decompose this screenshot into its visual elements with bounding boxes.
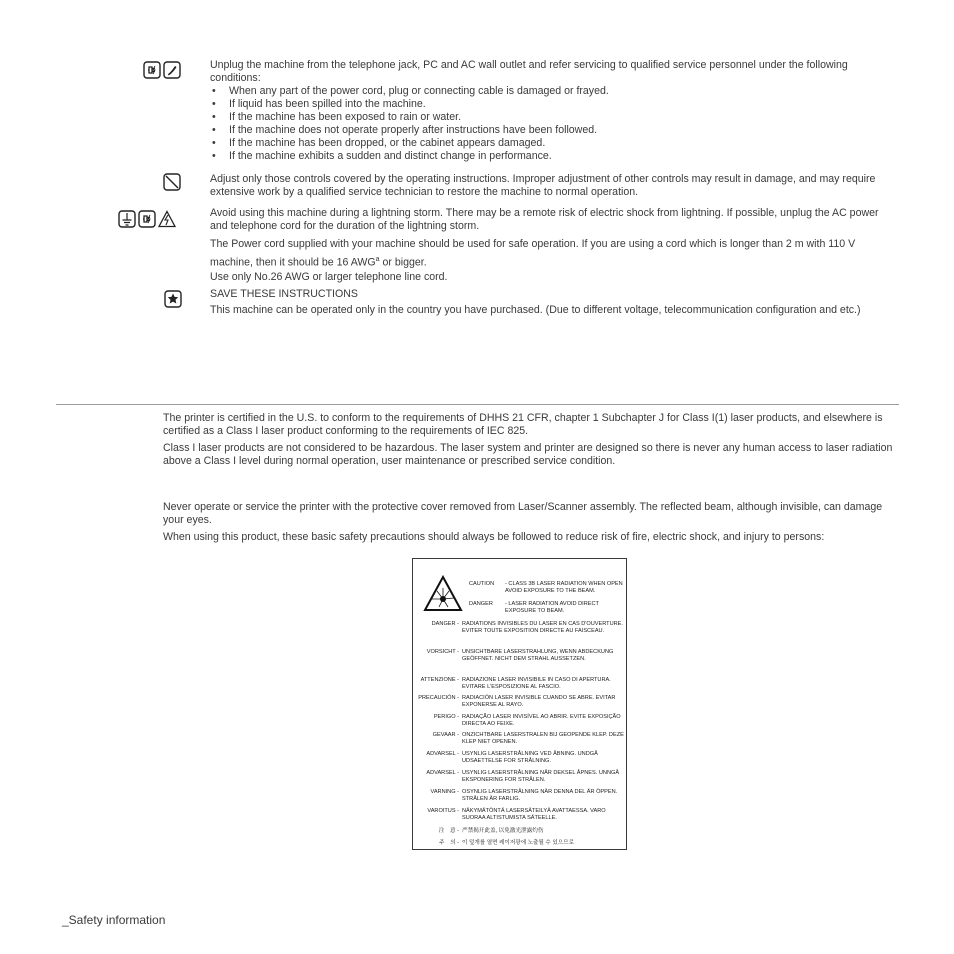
power-cord-footnote-mark: a (375, 256, 380, 263)
save-instructions-block (210, 288, 895, 317)
lightning-icon-group (118, 210, 176, 228)
laser-warning-text: Never operate or service the printer with the protective cover removed from Laser/Scanner assembly. The reflected beam, although invisible, can damage your eyes. (163, 501, 883, 526)
conditions-list (210, 85, 895, 163)
label-text: USYNLIG LASERSTRÅLNING NÅR DEKSEL ÅPNES. UNNGÅ EKSPONERING FOR STRÅLEN. (462, 770, 620, 783)
label-text: UNSICHTBARE LASERSTRAHLUNG, WENN ABDECKUNG GEÖFFNET. NICHT DEM STRAHL AUSSETZEN. (462, 649, 614, 662)
label-key: PERIGO - (433, 714, 459, 720)
list-item: • If the machine has been dropped, or the cabinet appears damaged. (210, 137, 895, 150)
telephone-icon (163, 61, 181, 79)
list-item: • If the machine does not operate properly after instructions have been followed. (210, 124, 895, 137)
label-text: - LASER RADIATION AVOID DIRECT EXPOSURE TO BEAM. (505, 601, 599, 614)
laser-class-text: Class I laser products are not considered to be hazardous. The laser system and printer are designed so there is never any human access to laser radiation above a Class I level during normal operation, user maintenance or prescribed service condition. (163, 442, 893, 467)
label-key: VARNING - (430, 789, 459, 795)
label-text: - CLASS 3B LASER RADIATION WHEN OPEN AVOID EXPOSURE TO THE BEAM. (505, 581, 623, 594)
label-key: DANGER - (431, 621, 459, 627)
safety-precautions-text: When using this product, these basic safety precautions should always be followed to reduce risk of fire, electric shock, and injury to persons: (163, 531, 825, 543)
power-cord-text-end: or bigger. (379, 256, 427, 269)
country-operation-text: This machine can be operated only in the country you have purchased. (Due to different voltage, telecommunication configuration and etc.) (210, 304, 861, 316)
adjust-controls-icon-group (163, 173, 181, 191)
label-key: PRECAUCIÓN - (418, 695, 459, 701)
label-key: DANGER (469, 601, 493, 607)
list-item: • When any part of the power cord, plug or connecting cable is damaged or frayed. (210, 85, 895, 98)
label-key: GEVAAR - (432, 732, 459, 738)
laser-certification-block (163, 412, 898, 468)
power-cord-text-main: The Power cord supplied with your machine should be used for safe operation. If you are using a cord which is longer than 2 m with 110 V machine, then it should be 16 AWG (210, 238, 856, 269)
label-key: VAROITUS - (427, 808, 459, 814)
list-item: • If liquid has been spilled into the machine. (210, 98, 895, 111)
adjust-controls-text: Adjust only those controls covered by the operating instructions. Improper adjustment of other controls may result in damage, and may require extensive work by a qualified service technician to restore the machine to normal operation. (210, 173, 876, 198)
label-text: 이 덮개를 열면 레이저광에 노출될 수 있으므로 (462, 840, 574, 846)
unplug-icon (138, 210, 156, 228)
laser-warning-label (412, 558, 627, 850)
laser-warning-block (163, 501, 898, 544)
save-instructions-heading: SAVE THESE INSTRUCTIONS (210, 288, 358, 300)
label-text: RADIAÇÃO LASER INVISÍVEL AO ABRIR. EVITE EXPOSIÇÃO DIRECTA AO FEIXE. (462, 714, 621, 727)
list-item: • If the machine has been exposed to rain or water. (210, 111, 895, 124)
label-text: ONZICHTBARE LASERSTRALEN BIJ GEOPENDE KLEP. DEZE KLEP NIET OPENEN. (462, 732, 624, 745)
label-row-caution (413, 581, 626, 597)
power-cord-text (210, 237, 895, 271)
label-text: RADIACIÓN LASER INVISIBLE CUANDO SE ABRE. EVITAR EXPONERSE AL RAYO. (462, 695, 616, 708)
unplug-icon (143, 61, 161, 79)
adjust-controls-block (210, 173, 895, 199)
unplug-conditions-block (210, 59, 895, 163)
label-text: RADIATIONS INVISIBLES DU LASER EN CAS D'OUVERTURE. EVITER TOUTE EXPOSITION DIRECTE AU FAISCEAU. (462, 621, 623, 634)
label-key: VORSICHT - (426, 649, 459, 655)
label-text: NÄKYMÄTÖNTÄ LASERSÄTEILYÄ AVATTAESSA. VARO SUORAA ALTISTUMISTA SÄTEELLE. (462, 808, 606, 821)
telephone-cord-text: Use only No.26 AWG or larger telephone line cord. (210, 270, 448, 283)
unplug-phone-icon-group (143, 61, 181, 79)
ground-icon (118, 210, 136, 228)
lightning-storm-text: Avoid using this machine during a lightning storm. There may be a remote risk of electric shock from lightning. If possible, unplug the AC power and telephone cord for the duration of the lightning storm. (210, 207, 879, 232)
label-key: ADVARSEL - (426, 770, 459, 776)
label-text: OSYNLIG LASERSTRÅLNING NÄR DENNA DEL ÄR ÖPPEN. STRÅLEN ÄR FARLIG. (462, 789, 618, 802)
lightning-storm-block (210, 207, 895, 284)
label-key: 주 의 - (439, 840, 459, 846)
label-text: USYNLIG LASERSTRÅLNING VED ÅBNING. UNDGÅ UDSAETTELSE FOR STRÅLNING. (462, 751, 598, 764)
laser-certification-text: The printer is certified in the U.S. to conform to the requirements of DHHS 21 CFR, chapter 1 Subchapter J for Class I(1) laser products, and elsewhere is certified as a Class I laser product conforming to the requirements of IEC 825. (163, 412, 883, 437)
label-text: RADIAZIONE LASER INVISIBILE IN CASO DI APERTURA. EVITARE L'ESPOSIZIONE AL FASCIO. (462, 677, 611, 690)
star-icon (164, 290, 182, 308)
label-row-danger (413, 601, 626, 617)
save-instructions-icon-group (164, 290, 182, 308)
label-key: ATTENZIONE - (420, 677, 459, 683)
unplug-intro: Unplug the machine from the telephone jack, PC and AC wall outlet and refer servicing to qualified service personnel under the following conditions: (210, 59, 848, 84)
section-divider (56, 404, 899, 405)
label-key: ADVARSEL - (426, 751, 459, 757)
label-key: CAUTION (469, 581, 495, 587)
page-footer: _Safety information (62, 913, 166, 927)
prohibited-icon (163, 173, 181, 191)
lightning-icon (158, 210, 176, 228)
list-item: • If the machine exhibits a sudden and distinct change in performance. (210, 150, 895, 163)
label-text: 严禁揭开此盖, 以免激光泄露灼伤 (462, 828, 544, 834)
label-key: 注 意 - (438, 828, 459, 834)
